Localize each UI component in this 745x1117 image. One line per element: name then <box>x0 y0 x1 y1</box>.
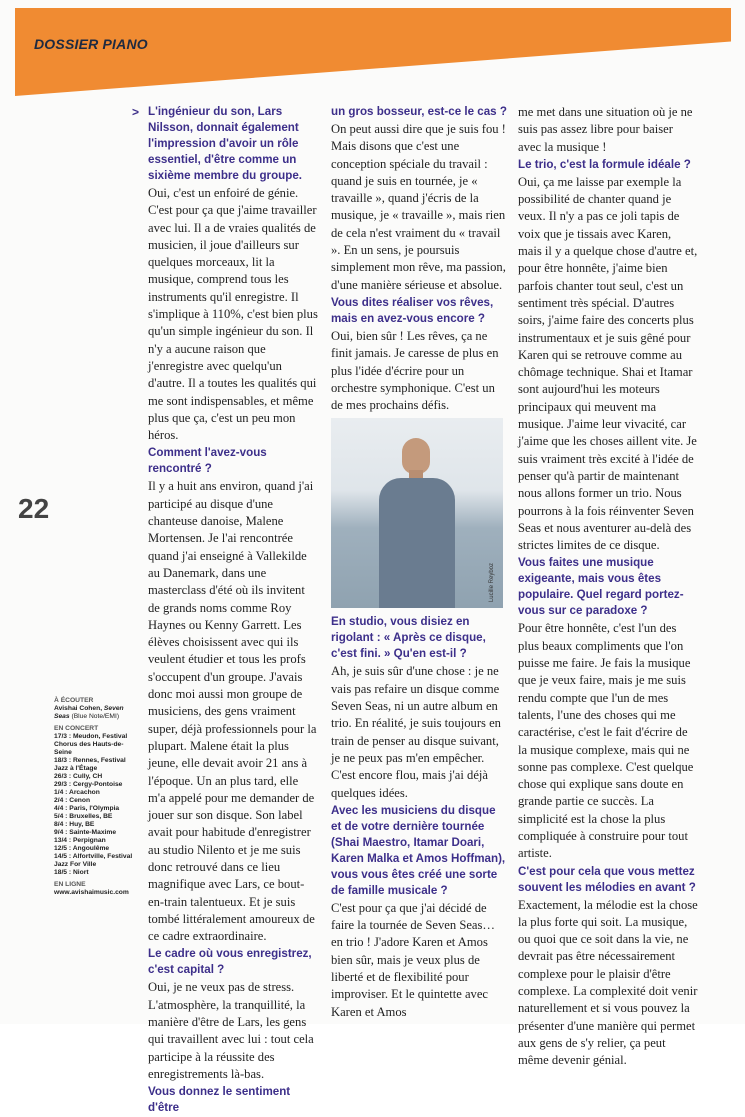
concert-item: 18/3 : Rennes, Festival Jazz à l'Étage <box>54 757 126 772</box>
photo-shirt-shape <box>379 478 455 608</box>
interview-question: C'est pour cela que vous mettez souvent les mélodies en avant ? <box>518 864 696 894</box>
interview-question: un gros bosseur, est-ce le cas ? <box>331 105 507 118</box>
interview-question: Le trio, c'est la formule idéale ? <box>518 157 691 171</box>
interview-answer: Oui, ça me laisse par exemple la possibilité de chanter quand je veux. Il n'y a pas ce joli tapis de voix que je tissais avec Karen, mais il y a quelque chose d'autre et, pour être honnête, j'aime bien parfois chanter tout seul, c'est un sentiment très spécial. D'autres soirs, j'aime faire des concerts plus instrumentaux et je suis gêné pour Karen qui se retrouve comme au chômage technique. Shai et Itamar sont aujourd'hui les moteurs principaux qui meuvent ma musique. J'aime leur vivacité, car j'aime que les choses aillent vite. Je suis vraiment très excité à l'idée de penser qu'à partir de maintenant nous allons former un trio. Nous pourrons à la fois réinventer Seven Seas et nous aventurer au-delà des strictes limites de ce disque. <box>518 174 698 553</box>
online-heading: EN LIGNE <box>54 881 86 888</box>
header-banner <box>15 8 731 96</box>
album-info <box>54 705 136 721</box>
concert-item: 26/3 : Cully, CH <box>54 773 103 780</box>
concert-item: 8/4 : Huy, BE <box>54 821 95 828</box>
interview-question: Vous dites réaliser vos rêves, mais en avez-vous encore ? <box>331 295 494 325</box>
interview-question: Vous donnez le sentiment d'être <box>148 1085 291 1115</box>
album-label: (Blue Note/EMI) <box>69 713 120 720</box>
interview-answer: me met dans une situation où je ne suis pas assez libre pour baiser avec la musique ! <box>518 105 693 154</box>
interview-question: L'ingénieur du son, Lars Nilsson, donnait également l'impression d'avoir un rôle essentiel, d'être comme un sixième membre du groupe. <box>148 105 302 182</box>
interview-answer: Pour être honnête, c'est l'un des plus beaux compliments que l'on puisse me faire. Je fais la musique que je veux faire, mais je me suis rendu compte que l'un de mes talents, l'une des choses qui me caractérise, c'est le fait d'écrire de la musique complexe, mais qui ne sonne pas complexe. C'est quelque chose qui explique sans doute en grande partie ce succès. La simplicité est la chose la plus compliquée à construire pour tout artiste. <box>518 621 694 861</box>
section-title: DOSSIER PIANO <box>34 36 148 52</box>
interview-answer: Oui, je ne veux pas de stress. L'atmosphère, la tranquillité, la manière d'être de Lars, les gens qui travaillent avec lui : tout cela participe à la réussite des enregistrements là-bas. <box>148 980 314 1081</box>
concert-item: 14/5 : Alfortville, Festival Jazz For Ville <box>54 853 133 868</box>
listen-heading: À ÉCOUTER <box>54 697 94 704</box>
concert-heading: EN CONCERT <box>54 725 99 732</box>
interview-answer: Oui, c'est un enfoiré de génie. C'est pour ça que j'aime travailler avec lui. Il a de vraies qualités de musicien, il joue d'ailleurs sur quelques morceaux, lit la musique, comprend tous les instruments qu'il enregistre. Il s'implique à 110%, c'est bien plus qu'un simple ingénieur du son. Il n'y a aucune raison que j'enregistre avec quelqu'un d'autre. Il a toutes les qualités qui me sont indispensables, et même plus que ça, c'est un peu mon héros. <box>148 186 318 443</box>
page-number: 22 <box>18 493 50 524</box>
article-column-1 <box>148 104 318 1117</box>
concert-item: 18/5 : Niort <box>54 869 89 876</box>
arrow-icon: > <box>132 105 140 119</box>
interview-question: En studio, vous disiez en rigolant : « Après ce disque, c'est fini. » Qu'en est-il ? <box>331 615 486 661</box>
album-title: Seven Seas <box>54 705 124 720</box>
photo-credit: Lucille Reyboz <box>488 563 495 603</box>
concert-item: 9/4 : Sainte-Maxime <box>54 829 117 836</box>
website-link[interactable]: www.avishaimusic.com <box>54 889 129 896</box>
interview-question: Comment l'avez-vous rencontré ? <box>148 446 267 476</box>
photo-head-shape <box>402 438 430 474</box>
column-2-bottom <box>331 614 507 1020</box>
concert-item: 4/4 : Paris, l'Olympia <box>54 805 120 812</box>
interview-answer: Ah, je suis sûr d'une chose : je ne vais pas refaire un disque comme Seven Seas, ni un autre album en trio. En réalité, je suis toujours en train de penser au disque suivant, je ne peux pas m'en empêcher. C'est encore flou, mais j'ai déjà quelques idées. <box>331 664 501 800</box>
interview-question: Avec les musiciens du disque et de votre dernière tournée (Shai Maestro, Itamar Doari, Karen Malka et Amos Hoffman), vous vous êtes créé une sorte de famille musicale ? <box>331 803 506 897</box>
concert-item: 29/3 : Cergy-Pontoise <box>54 781 123 788</box>
album-artist: Avishai Cohen, <box>54 705 104 712</box>
interview-answer: Exactement, la mélodie est la chose la plus forte qui soit. La musique, ou quoi que ce soit dans la vie, ne devrait pas être nécessairement complexe pour le plaisir d'être complexe. La complexité doit venir naturellement et si vous pouvez la présenter d'une manière qui permet aux gens de s'y relier, ça peut même devenir génial. <box>518 897 698 1068</box>
concert-item: 13/4 : Perpignan <box>54 837 106 844</box>
interview-answer: Oui, bien sûr ! Les rêves, ça ne finit jamais. Je caresse de plus en plus l'idée d'écrire pour un orchestre symphonique. C'est un de mes prochains défis. <box>331 328 499 413</box>
interview-answer: C'est pour ça que j'ai décidé de faire la tournée de Seven Seas… en trio ! J'adore Karen et Amos bien sûr, mais je veux plus de liberté et de flexibilité pour improviser. Et le quintette avec Karen et Amos <box>331 900 496 1019</box>
interview-question: Le cadre où vous enregistrez, c'est capital ? <box>148 947 312 977</box>
column-2-top <box>331 104 507 414</box>
concert-item: 1/4 : Arcachon <box>54 789 100 796</box>
interview-answer: Il y a huit ans environ, quand j'ai participé au disque d'une chanteuse danoise, Malene Mortensen. Je l'ai rencontrée quand j'ai enseigné à Vallekilde au Danemark, dans une masterclass d'été où ils invitent de grands noms comme Roy Haynes ou Kenny Garrett. Les élèves choisissent avec qui ils veulent étudier et tous les profs s'occupent d'un groupe. J'avais donc moi aussi mon groupe de musiciens, des gens vraiment super, déjà professionnels pour la plupart. Malene était la plus jeune, elle devait avoir 21 ans à l'époque. Un an plus tard, elle m'a appelé pour me demander de jouer sur son disque. Son label avait pour habitude d'enregistrer au studio Nilento et je me suis donc retrouvé dans ce lieu magnifique avec Lars, ce bout-en-train talentueux. Et je suis tombé littéralement amoureux de ce cadre extraordinaire. <box>148 479 317 944</box>
portrait-photo <box>331 418 503 608</box>
interview-question: Vous faites une musique exigeante, mais vous êtes populaire. Quel regard portez-vous sur ce paradoxe ? <box>518 556 684 618</box>
concert-item: 2/4 : Cenon <box>54 797 91 804</box>
concert-item: 12/5 : Angoulême <box>54 845 110 852</box>
article-column-2 <box>331 104 507 1022</box>
concert-item: 17/3 : Meudon, Festival Chorus des Hauts-de-Seine <box>54 733 128 756</box>
article-column-3 <box>518 104 698 1071</box>
info-sidebar <box>54 693 136 897</box>
interview-answer: On peut aussi dire que je suis fou ! Mais disons que c'est une conception spéciale du travail : quand je suis en tournée, je « travaille », quand j'écris de la musique, je « travaille », mais rien de cela n'est vraiment du « travail ». En un sens, je poursuis simplement mon rêve, ma passion, d'une manière sérieuse et absolue. <box>331 122 506 292</box>
concert-item: 5/4 : Bruxelles, BE <box>54 813 113 820</box>
concert-list <box>54 733 136 877</box>
